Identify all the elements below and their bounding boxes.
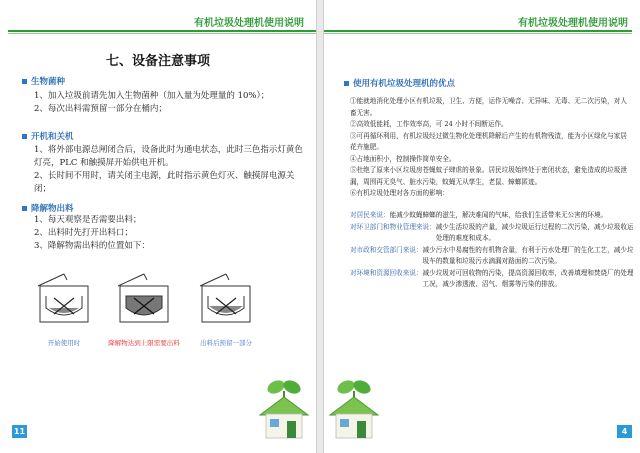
caption-full: 降解物达到上限需要出料 (108, 339, 180, 347)
impact-list (350, 210, 636, 291)
eco-house-icon (326, 377, 382, 441)
section-heading-bio (22, 75, 65, 87)
impact-row-municipal (350, 245, 636, 268)
header-rule-thin (324, 33, 632, 34)
impact-text: 减少生活垃圾的产量，减少垃圾运行过程的二次污染，减少垃圾收运处理的难度和成本。 (435, 222, 634, 242)
chapter-title: 七、设备注意事项 (105, 54, 210, 69)
advantage-item: ⑥有机垃圾处理对各方面的影响： (350, 189, 449, 197)
header-rule-thin (8, 33, 316, 34)
advantages-list (350, 96, 632, 200)
tank-after-diagram (196, 272, 256, 324)
advantage-item: ②高效低能耗，工作效率高，可 24 小时不间断运作。 (350, 120, 508, 128)
impact-text: 减少垃圾对可回收物的污染，提高资源回收率，改善填埋和焚烧厂的处理工况，减少渗透液、沼气、烟雾等污染的排放。 (422, 268, 634, 288)
header-rule (8, 30, 316, 32)
caption-start: 开始使用时 (47, 339, 81, 347)
eco-house-icon (256, 377, 312, 441)
header-rule (324, 30, 632, 32)
section-heading-output (22, 202, 74, 214)
section-heading-advantages (344, 77, 455, 89)
caption-after: 出料后预留一部分 (200, 339, 252, 347)
advantage-item: ④占地面积小，控制操作简单安全。 (350, 154, 456, 163)
output-list (34, 214, 306, 253)
list-item: 1、加入垃圾前请先加入生物菌种（加入量为处理量的 10%）； (34, 91, 270, 101)
list-item: 1、将外部电源总闸闭合后，设备此时为通电状态，此时三色指示灯黄色灯亮，PLC 和触摸屏开始供电开机。 (34, 145, 303, 168)
bio-list (34, 90, 306, 116)
section-title: 开机和关机 (31, 132, 74, 142)
section-title: 使用有机垃圾处理机的优点 (353, 79, 456, 89)
impact-text: 能减少蚊蝇蟑螂的滋生，解决难闻的气味，给我们生活带来无公害的环境。 (389, 211, 608, 219)
list-item: 2、每次出料需预留一部分在桶内； (34, 104, 167, 114)
list-item: 2、出料时先打开出料口； (34, 228, 133, 238)
power-list (34, 144, 306, 196)
square-bullet-icon (22, 206, 27, 211)
square-bullet-icon (22, 79, 27, 84)
header-title: 有机垃圾处理机使用说明 (518, 18, 628, 29)
impact-row-sanitation (350, 222, 636, 245)
left-page (0, 0, 316, 453)
header-title: 有机垃圾处理机使用说明 (194, 18, 304, 29)
square-bullet-icon (22, 134, 27, 139)
list-item: 2、长时间不用时，请关闭主电源，此时指示黄色灯灭、触摸屏电源关闭； (34, 171, 295, 194)
impact-label: 对环境和资源回收来说： (350, 268, 423, 277)
impact-label: 对居民来说： (350, 211, 390, 219)
impact-row-environment (350, 268, 636, 291)
advantage-item: ①能就地消化处理小区有机垃圾，卫生、方便，运作无噪音、无异味、无毒、无二次污染，对人畜无害。 (350, 97, 627, 117)
tank-full-diagram (114, 272, 174, 324)
advantage-item: ③可再循环利用，有机垃圾经过微生物化处理机降解后产生的有机物残渣，能为小区绿化与家居花卉施肥。 (350, 131, 627, 151)
right-page (324, 0, 640, 453)
square-bullet-icon (344, 81, 349, 86)
advantage-item: ⑤杜绝了原来小区垃圾房苍蝇蚊子肆虐的景象。居民垃圾始终处于密闭状态，避免造成的垃圾泄漏，周围再无臭气、脏水污染，蚊蝇无从孳生，老鼠、蟑螂匿迹。 (350, 166, 627, 186)
page-number-left: 11 (13, 427, 26, 436)
impact-row-residents (350, 210, 636, 222)
impact-label: 对环卫部门和物业管理来说： (350, 222, 436, 231)
list-item: 3、降解物需出料的位置如下： (34, 241, 150, 251)
section-title: 生物菌种 (31, 77, 66, 87)
page-number-right: 4 (617, 425, 632, 438)
impact-label: 对市政和交管部门来说： (350, 245, 423, 254)
impact-text: 减少污水中易腐性的有机物含量，有利于污水处理厂的生化工艺，减少垃圾车的数量和垃圾污水滴漏对路面的二次污染。 (422, 245, 634, 265)
list-item: 1、每天观察是否需要出料； (34, 215, 142, 225)
section-title: 降解物出料 (31, 204, 74, 214)
section-heading-power (22, 130, 74, 142)
book-gutter (316, 0, 324, 453)
tank-start-diagram (34, 272, 94, 324)
